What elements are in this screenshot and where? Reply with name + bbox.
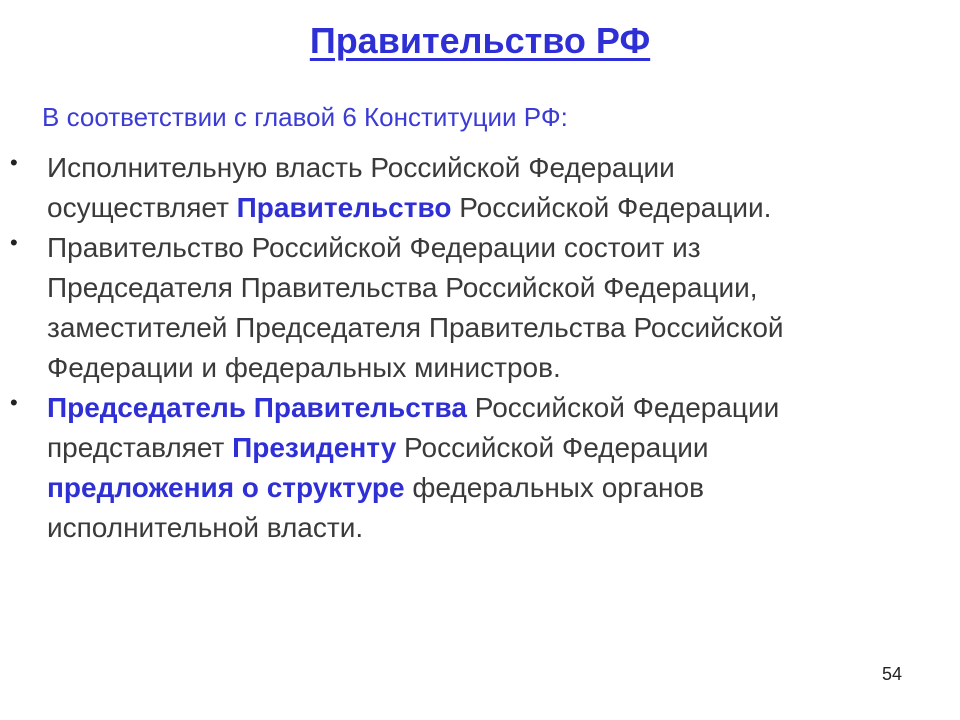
- text-segment: Российской Федерации: [466, 392, 780, 423]
- bullet-marker: •: [10, 390, 18, 415]
- text-segment: Федерации и федеральных министров.: [47, 352, 561, 383]
- text-segment: представляет: [47, 432, 233, 463]
- bullet-line: [47, 390, 927, 430]
- bullet-marker: •: [10, 230, 18, 255]
- slide-title: Правительство РФ: [309, 20, 651, 61]
- text-segment: осуществляет: [47, 192, 237, 223]
- page-number: 54: [882, 664, 903, 684]
- text-segment: исполнительной власти.: [47, 512, 364, 543]
- text-segment: Председателя Правительства Российской Федерации,: [47, 272, 758, 303]
- bullet-line: [47, 510, 927, 550]
- text-segment: Российской Федерации.: [451, 192, 772, 223]
- bullet-item: [10, 390, 927, 550]
- text-segment: федеральных органов: [404, 472, 704, 503]
- highlighted-term: Правительство: [236, 192, 452, 223]
- text-segment: заместителей Председателя Правительства Российской: [47, 312, 784, 343]
- text-segment: Российской Федерации: [396, 432, 709, 463]
- text-segment: Правительство Российской Федерации состоит из: [47, 232, 701, 263]
- bullet-item: [10, 230, 927, 390]
- intro-text: В соответствии с главой 6 Конституции РФ:: [42, 102, 568, 132]
- bullet-line: [47, 470, 927, 510]
- bullet-line: [47, 310, 927, 350]
- highlighted-term: Президенту: [232, 432, 397, 463]
- highlighted-term: Председатель Правительства: [47, 392, 467, 423]
- highlighted-term: предложения о структуре: [47, 472, 405, 503]
- bullet-line: [47, 190, 927, 230]
- bullet-line: [47, 350, 927, 390]
- text-segment: Исполнительную власть Российской Федерации: [47, 152, 675, 183]
- bullet-line: [47, 430, 927, 470]
- bullet-line: [47, 150, 927, 190]
- bullet-line: [47, 270, 927, 310]
- bullet-item: [10, 150, 927, 230]
- bullet-marker: •: [10, 150, 18, 175]
- bullet-line: [47, 230, 927, 270]
